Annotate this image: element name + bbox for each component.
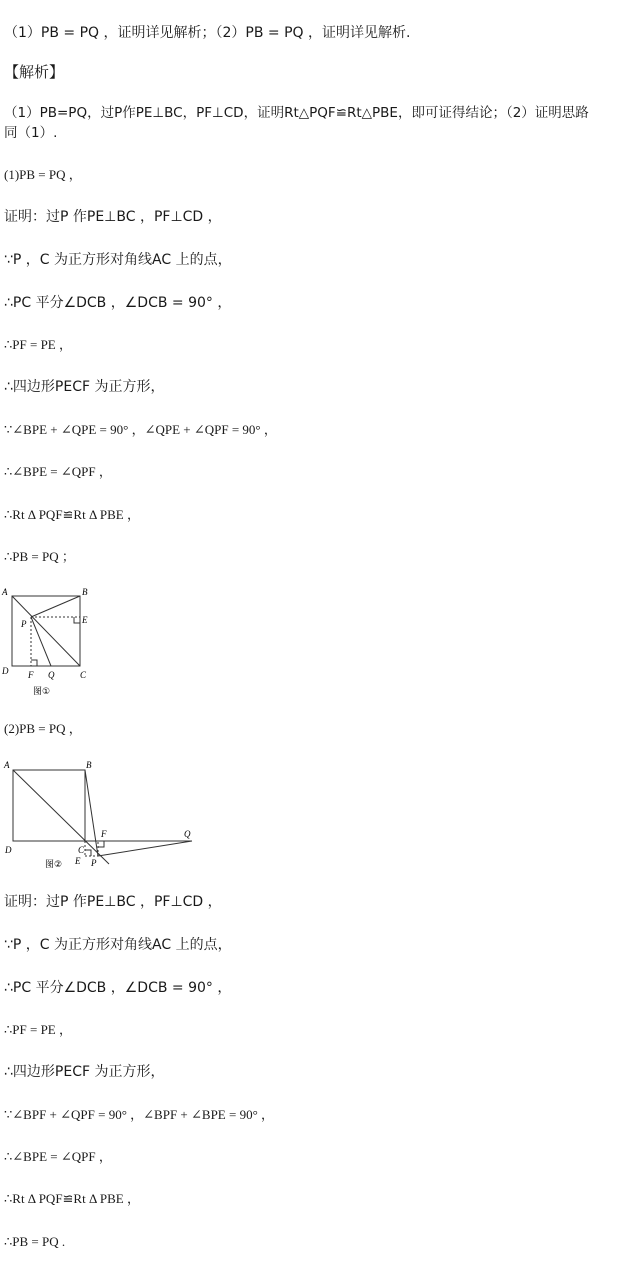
right-angle-e (74, 617, 80, 623)
right-angle-f (98, 841, 104, 847)
label-q: Q (184, 829, 191, 839)
part2-step: ∵∠BPF + ∠QPF = 90° ，∠BPF + ∠BPE = 90° ， (4, 1107, 275, 1122)
label-b: B (82, 587, 88, 597)
part2-step: ∴PC 平分∠DCB ，∠DCB = 90° ， (4, 980, 232, 996)
figure-1 (0, 584, 100, 700)
right-angle-f (31, 660, 37, 666)
part1-step: ∴∠BPE = ∠QPF ， (4, 464, 112, 479)
label-a: A (4, 760, 10, 770)
part2-step: ∴∠BPE = ∠QPF ， (4, 1149, 112, 1164)
figure-1-diagram (0, 584, 100, 700)
analysis-line-1: （1）PB=PQ，过P作PE⊥BC，PF⊥CD，证明Rt△PQF≌Rt△PBE，即可证得结论；（2）证明思路 (4, 105, 589, 121)
figure-2 (0, 756, 210, 872)
figure-1-caption: 图① (33, 687, 51, 697)
part2-conclusion: ∴PB = PQ . (4, 1234, 66, 1249)
label-f: F (101, 829, 107, 839)
segment-pb (31, 596, 80, 617)
label-p: P (21, 619, 27, 629)
part1-step: ∴PF = PE ， (4, 337, 72, 352)
analysis-line-2: 同（1）. (4, 125, 58, 141)
figure-2-diagram (0, 756, 210, 872)
label-d: D (5, 845, 12, 855)
part1-step: ∵P ，C 为正方形对角线AC 上的点， (4, 252, 232, 268)
part2-step: ∴四边形PECF 为正方形， (4, 1064, 165, 1080)
label-e: E (75, 856, 81, 866)
part1-step: ∴Rt Δ PQF≌Rt Δ PBE ， (4, 507, 140, 522)
part1-step: ∵∠BPE + ∠QPE = 90° ，∠QPE + ∠QPF = 90° ， (4, 422, 277, 437)
part2-step: ∴PF = PE ， (4, 1022, 72, 1037)
diagonal-ac (12, 596, 80, 666)
label-p: P (91, 858, 97, 868)
label-c: C (80, 670, 87, 680)
part2-step: ∴Rt Δ PQF≌Rt Δ PBE ， (4, 1191, 140, 1206)
analysis-header: 【解析】 (4, 63, 65, 81)
answer-line: （1）PB = PQ ，证明详见解析；（2）PB = PQ ，证明详见解析. (4, 25, 411, 41)
label-f: F (28, 670, 34, 680)
segment-pq (98, 841, 192, 856)
label-c: C (78, 845, 85, 855)
part2-claim: (2)PB = PQ ， (4, 721, 82, 736)
part1-step: 证明：过P 作PE⊥BC ，PF⊥CD ， (4, 209, 222, 225)
right-angle-e (85, 850, 91, 856)
part1-step: ∴四边形PECF 为正方形， (4, 379, 165, 395)
diagonal-ac-extended (13, 770, 109, 864)
label-b: B (86, 760, 92, 770)
label-e: E (82, 615, 88, 625)
label-a: A (2, 587, 8, 597)
segment-pq (31, 617, 51, 666)
label-d: D (2, 666, 9, 676)
part1-claim: (1)PB = PQ ， (4, 167, 82, 182)
part1-conclusion: ∴PB = PQ ； (4, 549, 75, 564)
part1-step: ∴PC 平分∠DCB ，∠DCB = 90° ， (4, 295, 232, 311)
label-q: Q (48, 670, 55, 680)
figure-2-caption: 图② (45, 860, 63, 870)
part2-step: 证明：过P 作PE⊥BC ，PF⊥CD ， (4, 894, 222, 910)
part2-step: ∵P ，C 为正方形对角线AC 上的点， (4, 937, 232, 953)
